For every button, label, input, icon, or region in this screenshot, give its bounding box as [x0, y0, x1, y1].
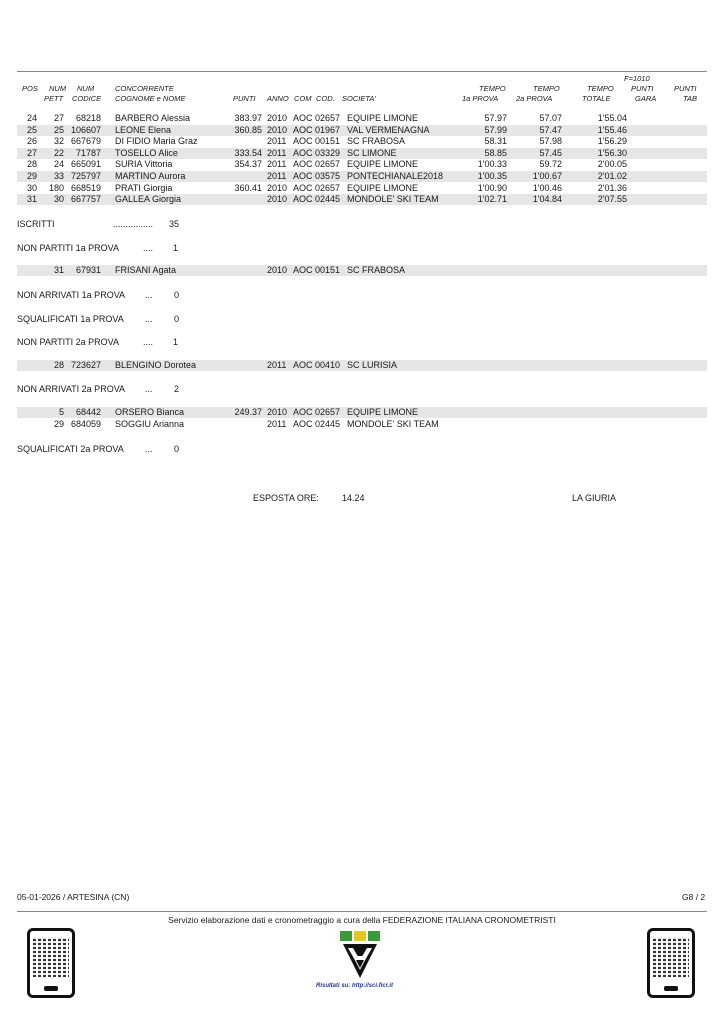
prova1-cell: 1'00.35: [477, 171, 507, 181]
pett-cell: 25: [53, 124, 64, 135]
esposta-value: 14.24: [342, 493, 365, 503]
col-tempo1: TEMPO: [479, 84, 506, 93]
pos-cell: 28: [26, 159, 37, 170]
qr-phone-icon: [647, 928, 695, 998]
pett-cell: 29: [53, 418, 64, 429]
codice-cell: 665091: [70, 159, 101, 170]
totale-cell: 1'55.46: [597, 124, 627, 135]
societa-cell: PONTECHIANALE2018: [347, 171, 444, 181]
prova1-cell: 58.31: [484, 136, 507, 147]
anno-cell: 2011: [267, 136, 287, 147]
pett-cell: 30: [53, 194, 64, 205]
com-cell: AOC: [293, 194, 313, 205]
prova1-cell: 57.97: [484, 113, 507, 123]
name-cell: TOSELLO Alice: [115, 147, 178, 158]
col-totale: TOTALE: [582, 94, 611, 103]
np1-label: NON PARTITI 1a PROVA: [17, 243, 120, 253]
col-punti: PUNTI: [233, 94, 256, 103]
societa-cell: SC LURISIA: [347, 360, 398, 370]
punti-cell: 249.37: [234, 407, 262, 417]
com-cell: AOC: [293, 124, 313, 135]
com-cell: AOC: [293, 360, 313, 370]
totale-cell: 1'56.29: [597, 136, 627, 147]
phone-button-icon: [664, 986, 678, 991]
com-cell: AOC: [293, 113, 313, 123]
societa-cell: SC FRABOSA: [347, 136, 406, 147]
cod-cell: 02445: [315, 418, 341, 429]
societa-cell: MONDOLE' SKI TEAM: [347, 418, 439, 429]
punti-cell: 333.54: [234, 147, 262, 158]
np2-line: [17, 337, 178, 348]
codice-cell: 668519: [70, 182, 101, 193]
codice-cell: 723627: [70, 360, 101, 370]
totale-cell: 2'07.55: [597, 194, 627, 205]
totale-cell: 1'55.04: [597, 113, 627, 123]
cod-cell: 01967: [315, 124, 341, 135]
com-cell: AOC: [293, 147, 313, 158]
prova2-cell: 57.45: [539, 147, 562, 158]
qr-code-overlay: [653, 937, 689, 977]
codice-cell: 71787: [75, 147, 101, 158]
pett-cell: 22: [53, 147, 64, 158]
pos-cell: 24: [26, 113, 37, 123]
codice-cell: 684059: [70, 418, 101, 429]
com-cell: AOC: [293, 136, 313, 147]
codice-cell: 667757: [70, 194, 101, 205]
pos-cell: 25: [26, 124, 37, 135]
table-row: [17, 148, 707, 159]
col-com: COM: [294, 94, 312, 103]
iscritti-value: 35: [169, 219, 180, 229]
societa-cell: SC LIMONE: [347, 147, 397, 158]
iscritti-dots: ................: [113, 219, 154, 229]
prova2-cell: 59.72: [539, 159, 562, 170]
cod-cell: 02657: [315, 407, 341, 417]
societa-cell: VAL VERMENAGNA: [347, 124, 430, 135]
name-cell: LEONE Elena: [115, 124, 172, 135]
name-cell: DI FIDIO Maria Graz: [115, 136, 198, 147]
codice-cell: 67931: [75, 265, 101, 275]
cod-cell: 03329: [315, 147, 341, 158]
col-prova2: 2a PROVA: [516, 94, 553, 103]
iscritti-label: ISCRITTI: [17, 219, 55, 229]
np1-line: [17, 243, 178, 254]
table-row: [17, 113, 707, 124]
punti-cell: 354.37: [234, 159, 262, 170]
pett-cell: 5: [58, 407, 64, 417]
table-row: [17, 159, 707, 170]
com-cell: AOC: [293, 171, 313, 181]
footer-rule: [17, 911, 707, 912]
footer-service: Servizio elaborazione dati e cronometraggio a cura della FEDERAZIONE ITALIANA CRONOMETRISTI: [168, 915, 556, 925]
pett-cell: 32: [53, 136, 64, 147]
cod-cell: 00151: [315, 136, 341, 147]
prova1-cell: 1'02.71: [477, 194, 507, 205]
col-num2: NUM: [77, 84, 95, 93]
societa-cell: EQUIPE LIMONE: [347, 113, 419, 123]
com-cell: AOC: [293, 182, 313, 193]
societa-cell: EQUIPE LIMONE: [347, 159, 419, 170]
name-cell: BARBERO Alessia: [115, 113, 191, 123]
anno-cell: 2011: [267, 147, 287, 158]
iscritti-line: [17, 219, 179, 230]
punti-cell: 360.41: [234, 182, 262, 193]
col-tempo2: TEMPO: [533, 84, 560, 93]
na2-line: [17, 384, 179, 395]
anno-cell: 2010: [267, 113, 288, 123]
fis-factor: F=1010: [624, 74, 650, 83]
pett-cell: 180: [48, 182, 64, 193]
totale-cell: 2'01.02: [597, 171, 627, 181]
com-cell: AOC: [293, 407, 313, 417]
anno-cell: 2010: [267, 407, 288, 417]
anno-cell: 2011: [267, 360, 287, 370]
anno-cell: 2010: [267, 265, 288, 275]
punti-cell: 360.85: [234, 124, 262, 135]
col-concorrente: CONCORRENTE: [115, 84, 174, 93]
phone-button-icon: [44, 986, 58, 991]
pos-cell: 29: [26, 171, 37, 181]
sq1-label: SQUALIFICATI 1a PROVA: [17, 314, 124, 324]
na2-value: 2: [174, 384, 180, 394]
com-cell: AOC: [293, 265, 313, 275]
col-pett: PETT: [44, 94, 64, 103]
anno-cell: 2010: [267, 194, 288, 205]
qr-phone-icon: [27, 928, 75, 998]
prova2-cell: 1'04.84: [532, 194, 562, 205]
pos-cell: 26: [26, 136, 37, 147]
cod-cell: 02657: [315, 113, 341, 123]
name-cell: SURIA Vittoria: [115, 159, 173, 170]
sq1-line: [17, 314, 179, 325]
col-tempo-tot: TEMPO: [587, 84, 614, 93]
na2-label: NON ARRIVATI 2a PROVA: [17, 384, 126, 394]
np1-value: 1: [173, 243, 179, 253]
pett-cell: 28: [53, 360, 64, 370]
col-societa: SOCIETA': [342, 94, 376, 103]
anno-cell: 2010: [267, 124, 288, 135]
col-cognome-nome: COGNOME e NOME: [115, 94, 186, 103]
prova1-cell: 57.99: [484, 124, 507, 135]
totale-cell: 1'56.30: [597, 147, 627, 158]
codice-cell: 106607: [70, 124, 101, 135]
na2-dots: ...: [145, 384, 153, 394]
anno-cell: 2011: [267, 159, 287, 170]
prova1-cell: 58.85: [484, 147, 507, 158]
list-item: [17, 419, 707, 430]
list-item: [17, 265, 707, 276]
prova2-cell: 1'00.67: [532, 171, 562, 181]
cod-cell: 02657: [315, 182, 341, 193]
table-row: [17, 183, 707, 194]
sq1-dots: ...: [145, 314, 153, 324]
header-rule: [17, 71, 707, 72]
sq2-label: SQUALIFICATI 2a PROVA: [17, 444, 124, 454]
societa-cell: EQUIPE LIMONE: [347, 407, 419, 417]
anno-cell: 2010: [267, 182, 288, 193]
prova1-cell: 1'00.90: [477, 182, 507, 193]
col-punti-gara-a: PUNTI: [631, 84, 654, 93]
na1-value: 0: [174, 290, 180, 300]
sq1-value: 0: [174, 314, 180, 324]
pett-cell: 31: [53, 265, 64, 275]
col-codice: CODICE: [72, 94, 102, 103]
esposta-label: ESPOSTA ORE:: [253, 493, 319, 503]
col-anno: ANNO: [267, 94, 289, 103]
table-row: [17, 136, 707, 147]
cod-cell: 00410: [315, 360, 341, 370]
list-item: [17, 360, 707, 371]
cod-cell: 02657: [315, 159, 341, 170]
results-link[interactable]: Risultati su: http://sci.ficr.it: [316, 983, 394, 989]
np2-label: NON PARTITI 2a PROVA: [17, 337, 120, 347]
codice-cell: 68442: [75, 407, 101, 417]
name-cell: BLENGINO Dorotea: [115, 360, 197, 370]
np2-dots: ....: [143, 337, 154, 347]
prova2-cell: 57.47: [539, 124, 562, 135]
col-prova1: 1a PROVA: [462, 94, 499, 103]
sq2-dots: ...: [145, 444, 153, 454]
col-pos: POS: [22, 84, 38, 93]
name-cell: PRATI Giorgia: [115, 182, 173, 193]
name-cell: MARTINO Aurora: [115, 171, 186, 181]
col-punti-tab-b: TAB: [683, 94, 698, 103]
name-cell: ORSERO Bianca: [115, 407, 185, 417]
pos-cell: 31: [26, 194, 37, 205]
societa-cell: EQUIPE LIMONE: [347, 182, 419, 193]
prova2-cell: 1'00.46: [532, 182, 562, 193]
cod-cell: 02445: [315, 194, 341, 205]
prova1-cell: 1'00.33: [477, 159, 507, 170]
np2-value: 1: [173, 337, 179, 347]
codice-cell: 68218: [75, 113, 101, 123]
name-cell: FRISANI Agata: [115, 265, 177, 275]
com-cell: AOC: [293, 159, 313, 170]
anno-cell: 2011: [267, 171, 287, 181]
qr-code-overlay: [33, 937, 69, 977]
totale-cell: 2'00.05: [597, 159, 627, 170]
table-row: [17, 194, 707, 205]
societa-cell: SC FRABOSA: [347, 265, 406, 275]
societa-cell: MONDOLE' SKI TEAM: [347, 194, 439, 205]
table-row: [17, 125, 707, 136]
ficr-logo: [339, 930, 381, 980]
pett-cell: 24: [53, 159, 64, 170]
table-row: [17, 171, 707, 182]
np1-dots: ....: [143, 243, 154, 253]
cod-cell: 00151: [315, 265, 341, 275]
col-num: NUM: [49, 84, 67, 93]
name-cell: GALLEA Giorgia: [115, 194, 182, 205]
codice-cell: 667679: [70, 136, 101, 147]
sq2-line: [17, 444, 179, 455]
col-punti-gara-b: GARA: [635, 94, 657, 103]
name-cell: SOGGIU Arianna: [115, 418, 185, 429]
footer-date-place: 05-01-2026 / ARTESINA (CN): [17, 892, 130, 902]
col-cod: COD.: [316, 94, 335, 103]
sq2-value: 0: [174, 444, 180, 454]
punti-cell: 383.97: [234, 113, 262, 123]
com-cell: AOC: [293, 418, 313, 429]
col-punti-tab-a: PUNTI: [674, 84, 697, 93]
pos-cell: 27: [26, 147, 37, 158]
pos-cell: 30: [26, 182, 37, 193]
footer-page: G8 / 2: [682, 892, 706, 902]
list-item: [17, 407, 707, 418]
pett-cell: 27: [53, 113, 64, 123]
anno-cell: 2011: [267, 418, 287, 429]
pett-cell: 33: [53, 171, 64, 181]
giuria-label: LA GIURIA: [572, 493, 617, 503]
na1-label: NON ARRIVATI 1a PROVA: [17, 290, 126, 300]
cod-cell: 03575: [315, 171, 341, 181]
prova2-cell: 57.07: [539, 113, 562, 123]
na1-line: [17, 290, 179, 301]
prova2-cell: 57.98: [539, 136, 562, 147]
totale-cell: 2'01.36: [597, 182, 627, 193]
codice-cell: 725797: [70, 171, 101, 181]
na1-dots: ...: [145, 290, 153, 300]
